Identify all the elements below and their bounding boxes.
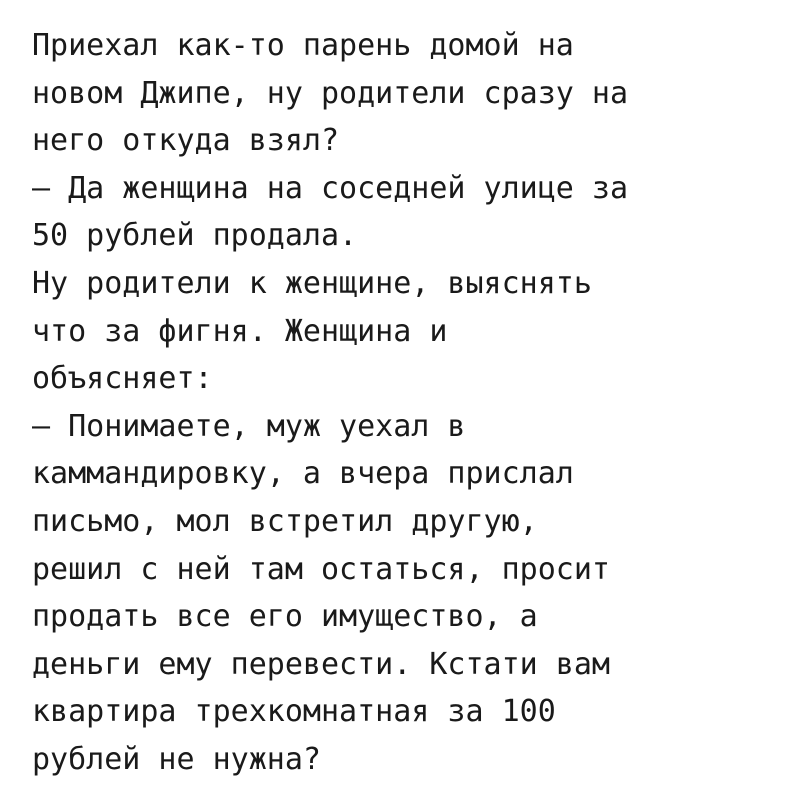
text-line: него откуда взял? xyxy=(32,123,340,159)
text-line: Ну родители к женщине, выяснять xyxy=(32,265,592,301)
text-line: продать все его имущество, а xyxy=(32,599,538,635)
text-line: — Понимаете, муж уехал в xyxy=(32,408,466,444)
text-line: новом Джипе, ну родители сразу на xyxy=(32,75,629,111)
text-line: письмо, мол встретил другую, xyxy=(32,503,538,539)
text-line: каммандировку, а вчера прислал xyxy=(32,456,574,492)
text-line: 50 рублей продала. xyxy=(32,218,358,254)
text-line: деньги ему перевести. Кстати вам xyxy=(32,646,610,682)
text-line: решил с ней там остаться, просит xyxy=(32,551,610,587)
text-line: Приехал как-то парень домой на xyxy=(32,28,574,63)
joke-text xyxy=(32,22,792,784)
text-line: — Да женщина на соседней улице за xyxy=(32,170,629,206)
text-line: объясняет: xyxy=(32,361,213,397)
text-line: что за фигня. Женщина и xyxy=(32,313,448,349)
text-line: квартира трехкомнатная за 100 xyxy=(32,694,556,730)
text-line: рублей не нужна? xyxy=(32,741,321,777)
